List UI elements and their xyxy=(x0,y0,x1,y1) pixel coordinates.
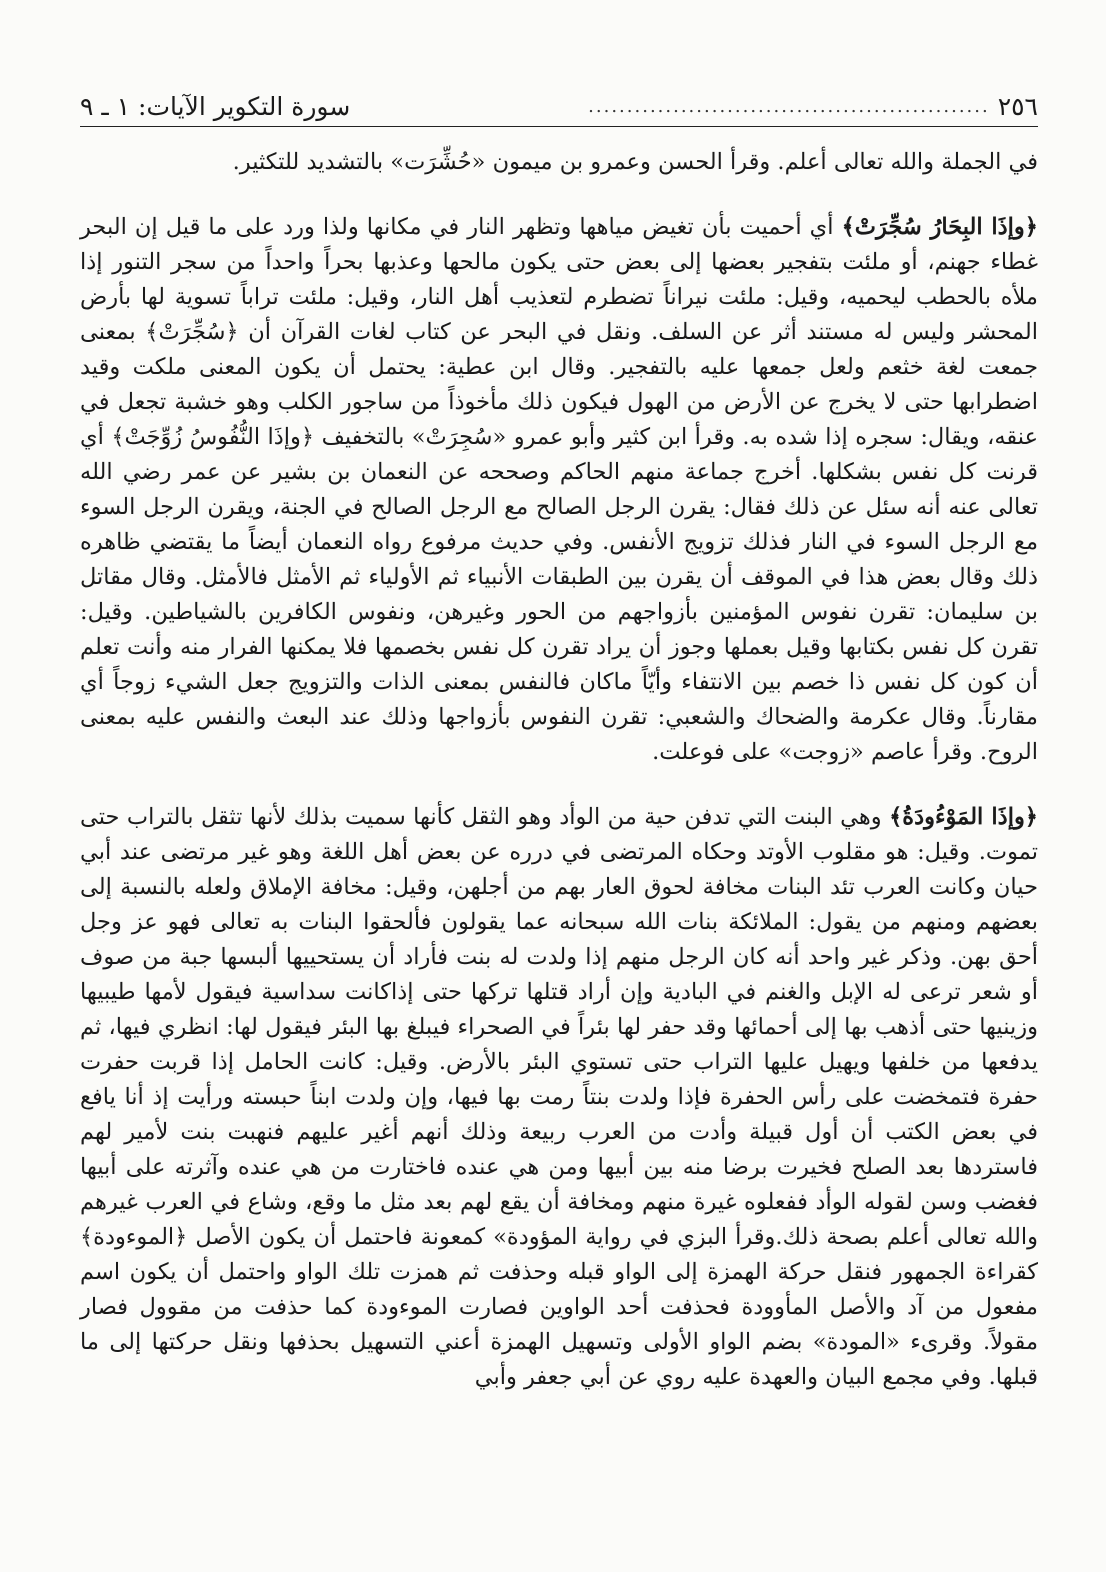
dot-leader: .................................................... xyxy=(588,95,990,117)
body-text xyxy=(80,145,1038,1395)
paragraph-text: في الجملة والله تعالى أعلم. وقرأ الحسن وعمرو بن ميمون «حُشِّرَت» بالتشديد للتكثير. xyxy=(232,149,1038,175)
section-title: سورة التكوير الآيات: ١ ـ ٩ xyxy=(80,91,351,121)
quran-verse: ﴿وإذَا المَوْءُودَةُ﴾ xyxy=(889,804,1038,830)
quran-verse: ﴿وإذَا البِحَارُ سُجِّرَتْ﴾ xyxy=(841,214,1038,240)
page-number: ٢٥٦ xyxy=(997,91,1038,121)
paragraph-3 xyxy=(80,800,1038,1395)
paragraph-text: وهي البنت التي تدفن حية من الوأد وهو الثقل كأنها سميت بذلك لأنها تثقل بالتراب حتى تموت. وقيل: هو مقلوب الأوتد وحكاه المرتضى في درره عن بعض أهل اللغة وهو غير مرتضى عند أبي حيان وكانت العرب تئد البنات مخافة لحوق العار بهم من أجلهن، وقيل: مخافة الإملاق ولعله بالنسبة إلى بعضهم ومنهم من يقول: الملائكة بنات الله سبحانه عما يقولون فألحقوا البنات به تعالى فهو عز وجل أحق بهن. وذكر غير واحد أنه كان الرجل منهم إذا ولدت له بنت فأراد أن يستحييها ألبسها جبة من صوف أو شعر ترعى له الإبل والغنم في البادية وإن أراد قتلها تركها حتى إذاكانت سداسية فيقول لأمها طيبيها وزينيها حتى أذهب بها إلى أحمائها وقد حفر لها بئراً في الصحراء فيبلغ بها البئر فيقول لها: انظري فيها، ثم يدفعها من خلفها ويهيل عليها التراب حتى تستوي البئر بالأرض. وقيل: كانت الحامل إذا قربت حفرت حفرة فتمخضت على رأس الحفرة فإذا ولدت بنتاً رمت بها فيها، وإن ولدت ابناً حبسته ورأيت إذ أنا يافع في بعض الكتب أن أول قبيلة وأدت من العرب ربيعة وذلك أنهم أغير عليهم فنهبت بنت لأمير لهم فاستردها بعد الصلح فخيرت برضا منه بين أبيها ومن هي عنده فاختارت من هي عنده وآثرته على أبيها فغضب وسن لقوله الوأد ففعلوه غيرة منهم ومخافة أن يقع لهم بعد مثل ما وقع، وشاع في العرب غيرهم والله تعالى أعلم بصحة ذلك.وقرأ البزي في رواية المؤودة» كمعونة فاحتمل أن يكون الأصل ﴿الموءودة﴾ كقراءة الجمهور فنقل حركة الهمزة إلى الواو قبله وحذفت ثم همزت تلك الواو واحتمل أن يكون اسم مفعول من آد والأصل المأوودة فحذفت أحد الواوين فصارت الموءودة كما حذفت من مقوول فصار مقولاً. وقرىء «المودة» بضم الواو الأولى وتسهيل الهمزة أعني التسهيل بحذفها ونقل حركتها إلى ما قبلها. وفي مجمع البيان والعهدة عليه روي عن أبي جعفر وأبي xyxy=(80,804,1038,1390)
paragraph-2 xyxy=(80,210,1038,770)
paragraph-text: أي أحميت بأن تغيض مياهها وتظهر النار في مكانها ولذا ورد على ما قيل إن البحر غطاء جهنم، أو ملئت بتفجير بعضها إلى بعض حتى يكون مالحها وعذبها بحراً واحداً من سجر التنور إذا ملأه بالحطب ليحميه، وقيل: ملئت نيراناً تضطرم لتعذيب أهل النار، وقيل: ملئت تراباً تسوية لها بأرض المحشر وليس له مستند أثر عن السلف. ونقل في البحر عن كتاب لغات القرآن أن ﴿سُجِّرَتْ﴾ بمعنى جمعت لغة خثعم ولعل جمعها عليه بالتفجير. وقال ابن عطية: يحتمل أن يكون المعنى ملكت وقيد اضطرابها حتى لا يخرج عن الأرض من الهول فيكون ذلك مأخوذاً من ساجور الكلب وهو خشبة تجعل في عنقه، ويقال: سجره إذا شده به. وقرأ ابن كثير وأبو عمرو «سُجِرَتْ» بالتخفيف ﴿وإذَا النُّفُوسُ زُوِّجَتْ﴾ أي قرنت كل نفس بشكلها. أخرج جماعة منهم الحاكم وصححه عن النعمان بن بشير عن عمر رضي الله تعالى عنه أنه سئل عن ذلك فقال: يقرن الرجل الصالح مع الرجل الصالح في الجنة، ويقرن الرجل السوء مع الرجل السوء في النار فذلك تزويج الأنفس. وفي حديث مرفوع رواه النعمان أيضاً ما يقتضي ظاهره ذلك وقال بعض هذا في الموقف أن يقرن بين الطبقات الأنبياء ثم الأولياء ثم الأمثل فالأمثل. وقال مقاتل بن سليمان: تقرن نفوس المؤمنين بأزواجهم من الحور وغيرهن، ونفوس الكافرين بالشياطين. وقيل: تقرن كل نفس بكتابها وقيل بعملها وجوز أن يراد تقرن كل نفس بخصمها فلا يمكنها الفرار منه وأنت تعلم أن كون كل نفس ذا خصم بين الانتفاء وأيّاً ماكان فالنفس بمعنى الذات والتزويج جعل الشيء زوجاً أي مقارناً. وقال عكرمة والضحاك والشعبي: تقرن النفوس بأزواجها وذلك عند البعث والنفس عليه بمعنى الروح. وقرأ عاصم «زوجت» على فوعلت. xyxy=(80,214,1038,765)
paragraph-1 xyxy=(80,145,1038,180)
running-header xyxy=(80,86,1038,127)
